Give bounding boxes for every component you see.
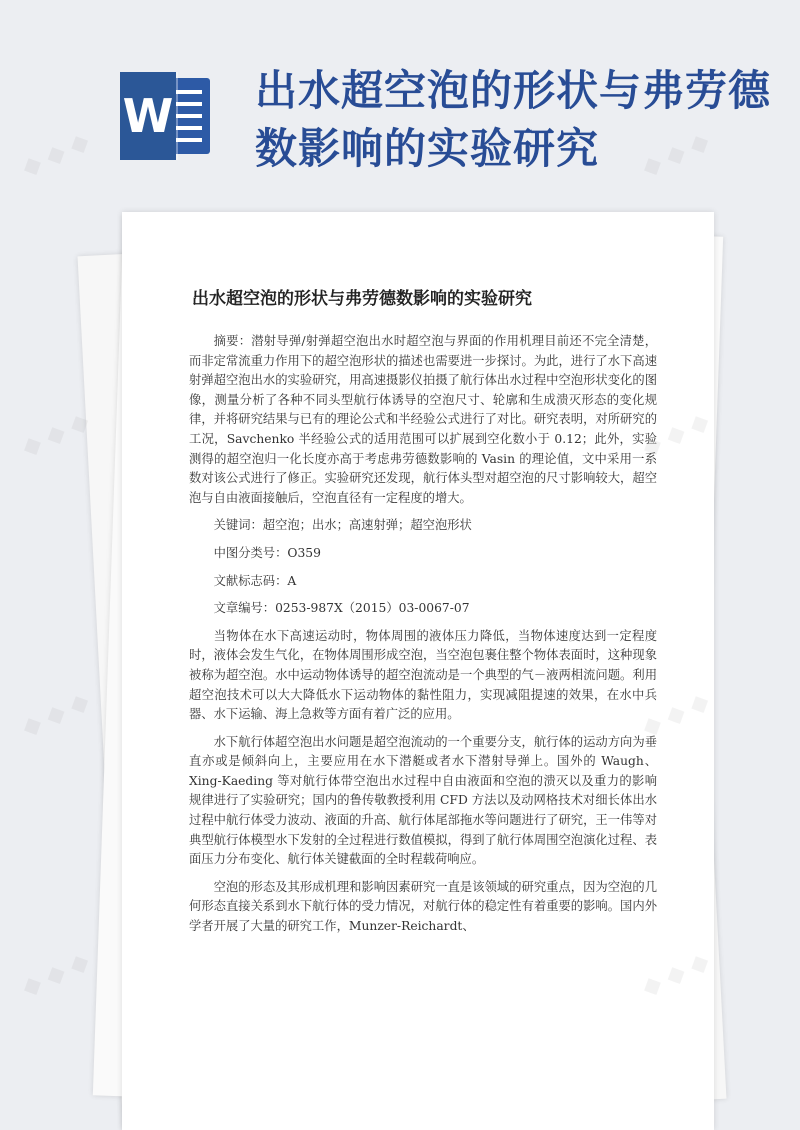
watermark-decoration: ◆ ◆ ◆ (17, 406, 94, 462)
document-code-line: 文献标志码：A (213, 573, 297, 588)
watermark-decoration: ◆ ◆ ◆ (17, 126, 94, 182)
watermark-decoration: ◆ ◆ ◆ (17, 686, 94, 742)
clc-number-line: 中图分类号：O359 (213, 545, 321, 560)
document-page (122, 212, 714, 1130)
watermark-decoration: ◆ ◆ ◆ (637, 126, 714, 182)
article-number-line: 文章编号：0253-987X（2015）03-0067-07 (213, 601, 470, 616)
abstract-paragraph: 摘要：潜射导弹/射弹超空泡出水时超空泡与界面的作用机理目前还不完全清楚，而非定常流重力作用下的超空泡形状的描述也需要进一步探讨。为此，进行了水下高速射弹超空泡出水的实验研究，用高速摄影仪拍摄了航行体出水过程中空泡形状变化的图像，测量分析了各种不同头型航行体诱导的空泡尺寸、轮廓和生成溃灭形态的变化规律，并将研究结果与已有的理论公式和半经验公式进行了对比。研究表明，对所研究的工况，Savchenko 半经验公式的适用范围可以扩展到空化数小于 0.12；此外，实验测得的超空泡归一化长度亦高于考虑弗劳德数影响的 Vasin 的理论值，文中采用一系数对该公式进行了修正。实验研究还发现，航行体头型对超空泡的尺寸影响较大，超空泡与自由液面接触后，空泡直径有一定程度的增大。 (189, 334, 657, 505)
word-letter-badge: W (120, 72, 176, 160)
word-document-icon (120, 72, 212, 160)
document-body (189, 332, 657, 937)
document-title: 出水超空泡的形状与弗劳德数影响的实验研究 (192, 289, 532, 309)
body-paragraph: 当物体在水下高速运动时，物体周围的液体压力降低，当物体速度达到一定程度时，液体会发生气化，在物体周围形成空泡，当空泡包裹住整个物体表面时，这种现象被称为超空泡。水中运动物体诱导的超空泡流动是一个典型的气－液两相流问题。利用超空泡技术可以大大降低水下运动物体的黏性阻力，实现减阻提速的效果，在水中兵器、水下运输、海上急救等方面有着广泛的应用。 (189, 628, 657, 722)
header-banner (0, 0, 800, 195)
keywords-line: 关键词：超空泡；出水；高速射弹；超空泡形状 (213, 518, 472, 533)
watermark-decoration: ◆ ◆ ◆ (17, 946, 94, 1002)
body-paragraph: 水下航行体超空泡出水问题是超空泡流动的一个重要分支，航行体的运动方向为垂直亦或是倾斜向上，主要应用在水下潜艇或者水下潜射导弹上。国外的 Waugh、Xing-Kaeding 等对航行体带空泡出水过程中自由液面和空泡的溃灭以及重力的影响规律进行了实验研究；国内的鲁传敬教授利用 CFD 方法以及动网格技术对细长体出水过程中航行体受力波动、液面的升高、航行体尾部拖水等问题进行了研究，王一伟等对典型航行体模型水下发射的全过程进行数值模拟，得到了航行体周围空泡演化过程、表面压力分布变化、航行体关键截面的全时程载荷响应。 (189, 734, 657, 867)
banner-title: 出水超空泡的形状与弗劳德数影响的实验研究 (255, 66, 772, 173)
body-paragraph: 空泡的形态及其形成机理和影响因素研究一直是该领域的研究重点，因为空泡的几何形态直接关系到水下航行体的受力情况，对航行体的稳定性有着重要的影响。国内外学者开展了大量的研究工作，Munzer-Reichardt、 (189, 879, 657, 934)
